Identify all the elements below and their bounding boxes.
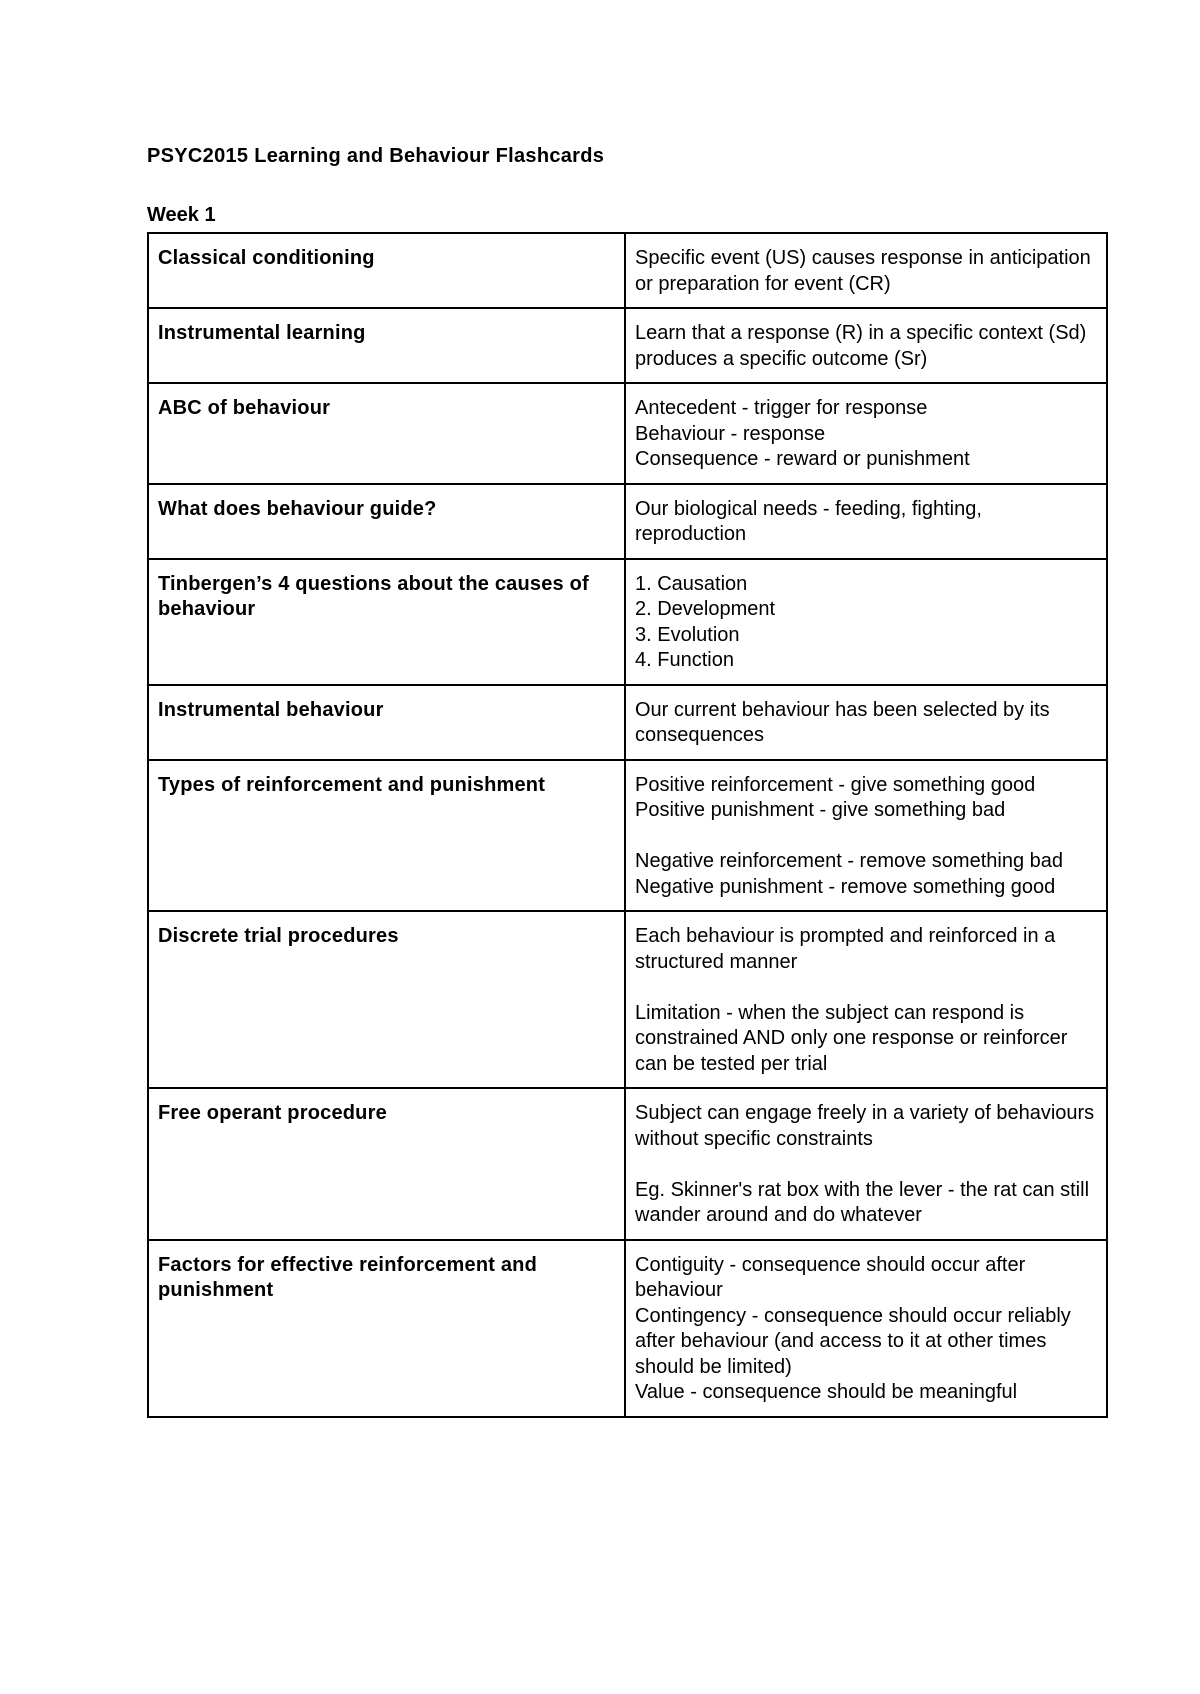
definition-line: Positive reinforcement - give something good — [635, 773, 1036, 796]
flashcard-definition — [625, 383, 1107, 484]
definition-line: Limitation - when the subject can respond is constrained AND only one response or reinforcer can be tested per trial — [635, 1001, 1068, 1075]
flashcard-definition — [625, 233, 1107, 308]
definition-line: 4. Function — [635, 649, 734, 671]
flashcard-table-body — [148, 233, 1107, 1417]
flashcard-term: ABC of behaviour — [148, 383, 625, 484]
definition-line: Learn that a response (R) in a specific context (Sd) produces a specific outcome (Sr) — [635, 322, 1087, 370]
definition-line — [635, 1152, 1096, 1178]
flashcard-definition — [625, 1240, 1107, 1417]
flashcard-row — [148, 383, 1107, 484]
flashcard-definition — [625, 760, 1107, 912]
flashcard-term: Factors for effective reinforcement and punishment — [148, 1240, 625, 1417]
definition-line: Each behaviour is prompted and reinforced in a structured manner — [635, 925, 1056, 973]
flashcard-term: What does behaviour guide? — [148, 484, 625, 559]
definition-line: Contiguity - consequence should occur after behaviour — [635, 1253, 1026, 1301]
flashcard-table — [147, 232, 1108, 1418]
flashcard-term: Instrumental learning — [148, 308, 625, 383]
flashcard-row — [148, 233, 1107, 308]
definition-line: Negative punishment - remove something good — [635, 875, 1056, 898]
flashcard-row — [148, 760, 1107, 912]
flashcard-row — [148, 308, 1107, 383]
flashcard-definition — [625, 911, 1107, 1088]
definition-line: Subject can engage freely in a variety of behaviours without specific constraints — [635, 1102, 1095, 1150]
definition-line — [635, 975, 1096, 1001]
definition-line — [635, 824, 1096, 850]
definition-line: Our biological needs - feeding, fighting, reproduction — [635, 497, 982, 545]
definition-line: Our current behaviour has been selected by its consequences — [635, 698, 1050, 746]
flashcard-term: Discrete trial procedures — [148, 911, 625, 1088]
flashcard-definition — [625, 559, 1107, 685]
definition-line: Contingency - consequence should occur reliably after behaviour (and access to it at other times should be limited) — [635, 1304, 1071, 1378]
definition-line: Consequence - reward or punishment — [635, 448, 970, 470]
definition-line: 1. Causation — [635, 572, 748, 595]
flashcard-term: Instrumental behaviour — [148, 685, 625, 760]
definition-line: Behaviour - response — [635, 422, 826, 445]
week-heading: Week 1 — [147, 204, 216, 226]
flashcard-definition — [625, 685, 1107, 760]
flashcard-term: Tinbergen’s 4 questions about the causes of behaviour — [148, 559, 625, 685]
flashcard-row — [148, 559, 1107, 685]
flashcard-term: Classical conditioning — [148, 233, 625, 308]
flashcard-definition — [625, 1088, 1107, 1240]
definition-line: Antecedent - trigger for response — [635, 397, 928, 419]
flashcard-row — [148, 1240, 1107, 1417]
definition-line: Negative reinforcement - remove something bad — [635, 850, 1063, 872]
flashcard-row — [148, 484, 1107, 559]
definition-line: 2. Development — [635, 598, 776, 620]
definition-line: Value - consequence should be meaningful — [635, 1381, 1018, 1403]
flashcard-definition — [625, 308, 1107, 383]
flashcard-row — [148, 1088, 1107, 1240]
flashcard-row — [148, 911, 1107, 1088]
definition-line: Specific event (US) causes response in anticipation or preparation for event (CR) — [635, 247, 1091, 295]
flashcard-row — [148, 685, 1107, 760]
definition-line: Positive punishment - give something bad — [635, 799, 1006, 821]
definition-line: 3. Evolution — [635, 623, 740, 646]
document-title: PSYC2015 Learning and Behaviour Flashcards — [147, 145, 605, 167]
flashcard-term: Free operant procedure — [148, 1088, 625, 1240]
definition-line: Eg. Skinner's rat box with the lever - the rat can still wander around and do whatever — [635, 1178, 1090, 1226]
flashcard-term: Types of reinforcement and punishment — [148, 760, 625, 912]
flashcard-definition — [625, 484, 1107, 559]
